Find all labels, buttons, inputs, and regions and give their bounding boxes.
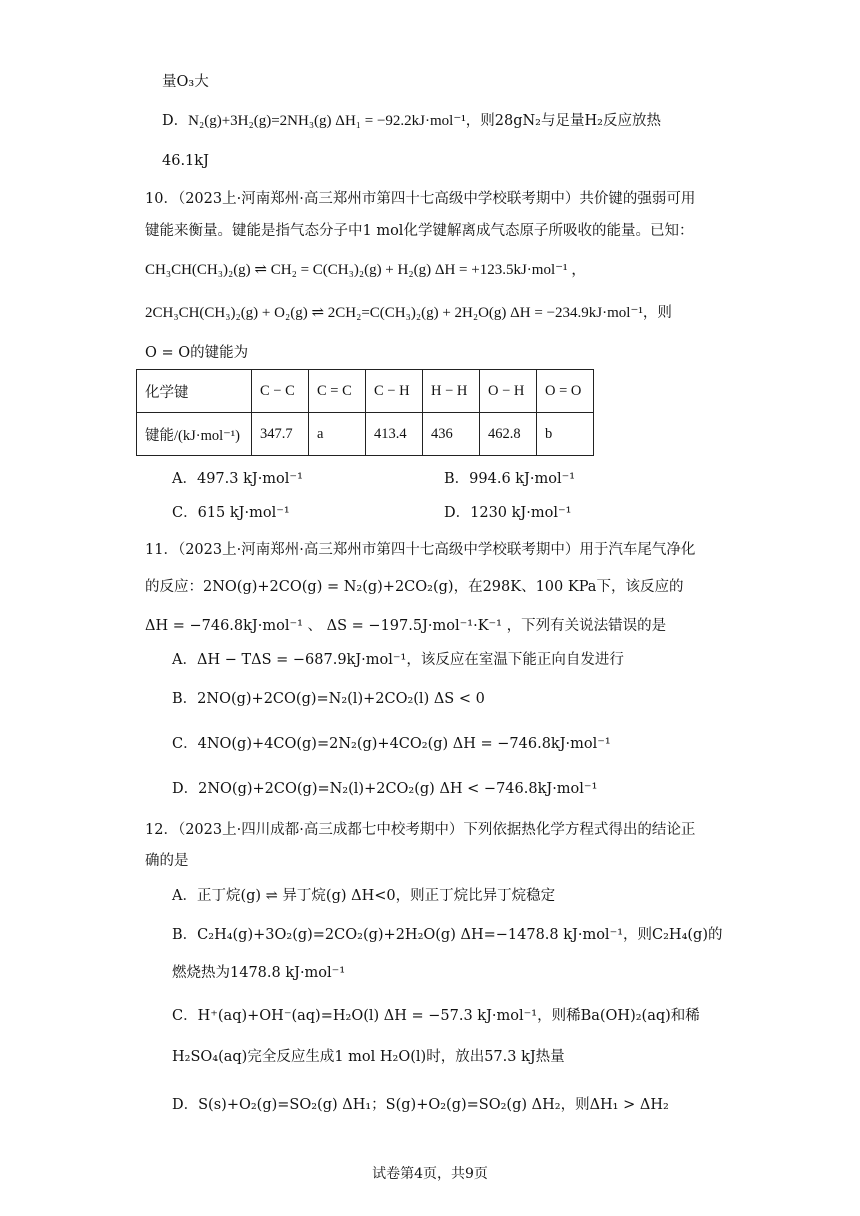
table-cell: 413.4 [366, 413, 423, 456]
q11-stem-line1: 11．（2023上·河南郑州·高三郑州市第四十七高级中学校联考期中）用于汽车尾气净化 [145, 542, 696, 558]
table-header-cell: H − H [423, 370, 480, 413]
table-header-cell: 化学键 [137, 370, 252, 413]
table-cell: b [537, 413, 594, 456]
table-header-cell: C = C [309, 370, 366, 413]
q11-option-b[interactable]: B．2NO(g)+2CO(g)=N₂(l)+2CO₂(l) ΔS < 0 [172, 691, 485, 707]
q10-option-d[interactable]: D．1230 kJ·mol⁻¹ [444, 505, 572, 521]
q12-option-c-line2: H₂SO₄(aq)完全反应生成1 mol H₂O(l)时，放出57.3 kJ热量 [172, 1049, 565, 1065]
table-header-cell: C − H [366, 370, 423, 413]
q9-option-c-tail: 量O₃大 [162, 74, 209, 90]
q10-option-b[interactable]: B．994.6 kJ·mol⁻¹ [444, 471, 576, 487]
q9-option-d-text: ，则28gN₂与足量H₂反应放热 [465, 113, 661, 129]
q10-stem-line1: 10．（2023上·河南郑州·高三郑州市第四十七高级中学校联考期中）共价键的强弱可用 [145, 191, 696, 207]
q11-stem-line3: ΔH = −746.8kJ·mol⁻¹ 、 ΔS = −197.5J·mol⁻¹·K⁻¹ ，下列有关说法错误的是 [145, 618, 667, 634]
q10-option-a[interactable]: A．497.3 kJ·mol⁻¹ [172, 471, 303, 487]
q12-stem-line1: 12．（2023上·四川成都·高三成都七中校考期中）下列依据热化学方程式得出的结论正 [145, 822, 696, 838]
q12-option-a[interactable]: A．正丁烷(g) ⇌ 异丁烷(g) ΔH<0，则正丁烷比异丁烷稳定 [172, 888, 556, 904]
table-header-cell: O − H [480, 370, 537, 413]
q10-equation-2-line [145, 303, 672, 323]
q9-option-d-label: D． [162, 113, 189, 129]
q9-option-d-tail: 46.1kJ [162, 153, 209, 169]
table-row [137, 413, 594, 456]
q11-option-d[interactable]: D．2NO(g)+2CO(g)=N₂(l)+2CO₂(g) ΔH < −746.8kJ·mol⁻¹ [172, 781, 598, 797]
q11-stem-line2: 的反应：2NO(g)+2CO(g) = N₂(g)+2CO₂(g)，在298K、100 KPa下，该反应的 [145, 579, 684, 595]
q10-stem-line5: O = O的键能为 [145, 345, 249, 361]
q9-option-d-equation: N₂(g)+3H₂(g)=2NH₃(g) ΔH₁ = −92.2kJ·mol⁻¹ [188, 113, 466, 129]
q12-option-d[interactable]: D．S(s)+O₂(g)=SO₂(g) ΔH₁；S(g)+O₂(g)=SO₂(g) ΔH₂，则ΔH₁ > ΔH₂ [172, 1097, 669, 1113]
q12-option-c-line1[interactable]: C．H⁺(aq)+OH⁻(aq)=H₂O(l) ΔH = −57.3 kJ·mol⁻¹，则稀Ba(OH)₂(aq)和稀 [172, 1008, 700, 1024]
table-cell: 462.8 [480, 413, 537, 456]
q11-option-c[interactable]: C．4NO(g)+4CO(g)=2N₂(g)+4CO₂(g) ΔH = −746.8kJ·mol⁻¹ [172, 736, 611, 752]
q10-option-c[interactable]: C．615 kJ·mol⁻¹ [172, 505, 290, 521]
q12-option-b-line1[interactable]: B．C₂H₄(g)+3O₂(g)=2CO₂(g)+2H₂O(g) ΔH=−1478.8 kJ·mol⁻¹，则C₂H₄(g)的 [172, 927, 723, 943]
table-header-row [137, 370, 594, 413]
table-cell: 347.7 [252, 413, 309, 456]
table-header-cell: C − C [252, 370, 309, 413]
q10-equation-2: 2CH₃CH(CH₃)₂(g) + O₂(g) ⇌ 2CH₂=C(CH₃)₂(g) + 2H₂O(g) ΔH = −234.9kJ·mol⁻¹ [145, 305, 643, 321]
q10-stem-line2: 键能来衡量。键能是指气态分子中1 mol化学键解离成气态原子所吸收的能量。已知： [145, 223, 694, 239]
table-row-label: 键能/(kJ·mol⁻¹) [137, 413, 252, 456]
q10-equation-2-tail: ，则 [642, 305, 672, 321]
q12-stem-line2: 确的是 [145, 853, 189, 869]
q10-equation-1: CH₃CH(CH₃)₂(g) ⇌ CH₂ = C(CH₃)₂(g) + H₂(g) ΔH = +123.5kJ·mol⁻¹ ， [145, 262, 587, 278]
bond-energy-table [136, 369, 594, 456]
q9-option-d [162, 111, 661, 131]
q12-option-b-line2: 燃烧热为1478.8 kJ·mol⁻¹ [172, 965, 346, 981]
table-cell: 436 [423, 413, 480, 456]
q11-option-a[interactable]: A．ΔH − TΔS = −687.9kJ·mol⁻¹，该反应在室温下能正向自发进行 [172, 652, 624, 668]
page-footer: 试卷第4页，共9页 [372, 1166, 488, 1182]
table-cell: a [309, 413, 366, 456]
table-header-cell: O = O [537, 370, 594, 413]
